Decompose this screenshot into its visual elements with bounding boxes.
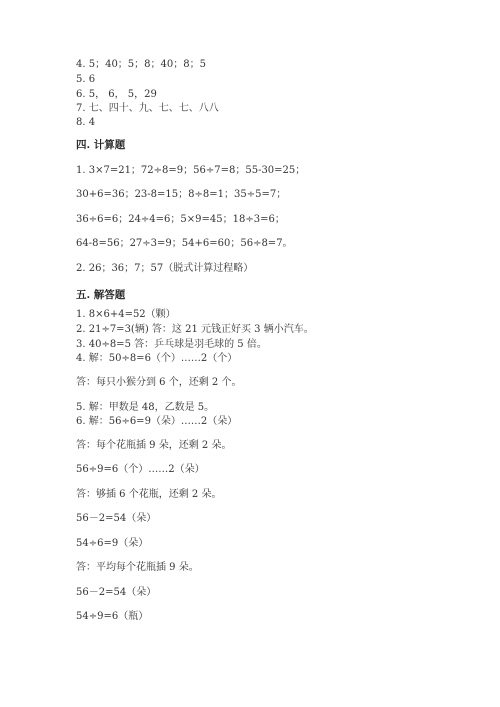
solution-line: 4. 解：50÷8=6（个）……2（个） [76,353,238,364]
solution-line: 答：每只小猴分到 6 个，还剩 2 个。 [76,377,242,388]
calc-line: 30+6=36；23-8=15；8÷8=1；35÷5=7； [76,189,287,200]
answer-line: 4. 5；40；5；8；40；8；5 [76,59,206,70]
calc-line: 2. 26；36；7；57（脱式计算过程略） [76,263,254,274]
calc-line: 36÷6=6；24÷4=6；5×9=45；18÷3=6； [76,214,285,225]
solution-line: 56－2=54（朵） [76,513,157,524]
solution-line: 5. 解：甲数是 48，乙数是 5。 [76,402,215,413]
solution-line: 54÷9=6（瓶） [76,611,149,622]
answer-line: 7. 七、四十、九、七、七、八八 [76,103,219,114]
calc-line: 1. 3×7=21；72÷8=9；56÷7=8；55-30=25； [76,165,306,176]
solution-line: 6. 解：56÷6=9（朵）……2（朵） [76,416,238,427]
calc-line: 64-8=56；27÷3=9；54+6=60；56÷8=7。 [76,238,293,249]
solution-line: 56÷9=6（个）……2（朵） [76,464,205,475]
section-heading-calculation: 四. 计算题 [76,139,126,151]
solution-line: 54÷6=9（朵） [76,538,149,549]
solution-line: 答：够插 6 个花瓶，还剩 2 朵。 [76,489,222,500]
solution-line: 3. 40÷8=5 答：乒乓球是羽毛球的 5 倍。 [76,339,267,350]
answer-line: 5. 6 [76,74,96,85]
solution-line: 答：平均每个花瓶插 9 朵。 [76,562,199,573]
solution-line: 答：每个花瓶插 9 朵，还剩 2 朵。 [76,440,232,451]
answer-line: 6. 5， 6， 5，29 [76,89,157,100]
section-heading-word-problems: 五. 解答题 [76,289,126,301]
answer-line: 8. 4 [76,117,96,128]
solution-line: 56－2=54（朵） [76,587,157,598]
solution-line: 1. 8×6+4=52（颗） [76,309,176,320]
solution-line: 2. 21÷7=3(辆) 答：这 21 元钱正好买 3 辆小汽车。 [76,324,314,335]
